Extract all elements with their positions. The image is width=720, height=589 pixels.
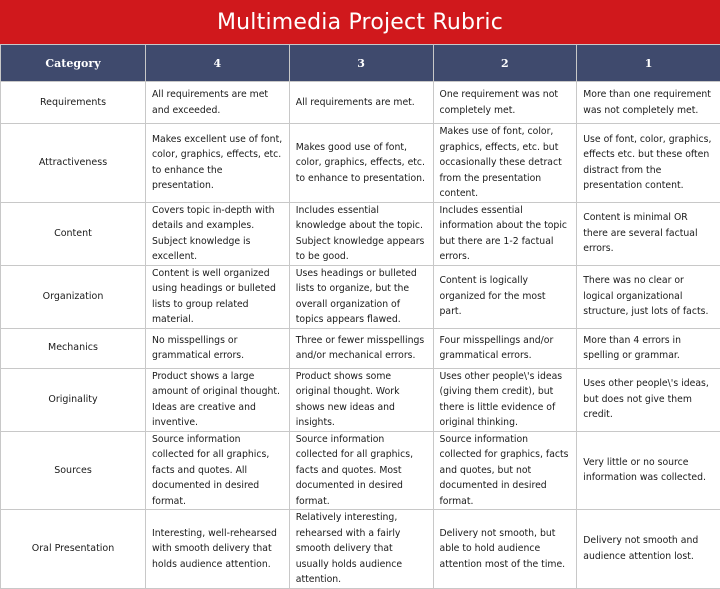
table-cell: Source information collected for all graphics, facts and quotes. Most documented in desired format. xyxy=(289,431,433,510)
category-cell: Oral Presentation xyxy=(1,510,146,589)
table-cell: Four misspellings and/or grammatical errors. xyxy=(433,328,577,368)
table-cell: Product shows a large amount of original thought. Ideas are creative and inventive. xyxy=(146,368,290,431)
page-title: Multimedia Project Rubric xyxy=(0,0,720,44)
table-cell: Content is well organized using headings or bulleted lists to group related material. xyxy=(146,265,290,328)
table-cell: Covers topic in-depth with details and examples. Subject knowledge is excellent. xyxy=(146,202,290,265)
table-cell: All requirements are met. xyxy=(289,82,433,124)
table-row xyxy=(1,124,720,203)
category-cell: Mechanics xyxy=(1,328,146,368)
table-cell: Includes essential knowledge about the topic. Subject knowledge appears to be good. xyxy=(289,202,433,265)
table-cell: Product shows some original thought. Work shows new ideas and insights. xyxy=(289,368,433,431)
rubric-table xyxy=(0,44,720,589)
table-cell: Interesting, well-rehearsed with smooth delivery that holds audience attention. xyxy=(146,510,290,589)
table-row xyxy=(1,510,720,589)
table-cell: Delivery not smooth and audience attention lost. xyxy=(577,510,720,589)
table-cell: Content is minimal OR there are several factual errors. xyxy=(577,202,720,265)
table-cell: More than 4 errors in spelling or grammar. xyxy=(577,328,720,368)
table-cell: No misspellings or grammatical errors. xyxy=(146,328,290,368)
table-cell: Uses other people\'s ideas (giving them credit), but there is little evidence of original thinking. xyxy=(433,368,577,431)
table-cell: Includes essential information about the topic but there are 1-2 factual errors. xyxy=(433,202,577,265)
table-cell: Source information collected for all graphics, facts and quotes. All documented in desired format. xyxy=(146,431,290,510)
category-cell: Originality xyxy=(1,368,146,431)
table-cell: Three or fewer misspellings and/or mechanical errors. xyxy=(289,328,433,368)
table-row xyxy=(1,202,720,265)
table-cell: Uses other people\'s ideas, but does not give them credit. xyxy=(577,368,720,431)
table-cell: Makes use of font, color, graphics, effects, etc. but occasionally these detract from the presentation content. xyxy=(433,124,577,203)
category-cell: Content xyxy=(1,202,146,265)
category-cell: Attractiveness xyxy=(1,124,146,203)
category-cell: Sources xyxy=(1,431,146,510)
table-cell: One requirement was not completely met. xyxy=(433,82,577,124)
header-score-1: 1 xyxy=(577,45,720,82)
table-cell: Use of font, color, graphics, effects etc. but these often distract from the presentation content. xyxy=(577,124,720,203)
table-cell: Uses headings or bulleted lists to organize, but the overall organization of topics appears flawed. xyxy=(289,265,433,328)
table-row xyxy=(1,328,720,368)
table-row xyxy=(1,265,720,328)
header-row xyxy=(1,45,720,82)
header-category: Category xyxy=(1,45,146,82)
table-cell: Makes good use of font, color, graphics, effects, etc. to enhance to presentation. xyxy=(289,124,433,203)
table-row xyxy=(1,431,720,510)
category-cell: Requirements xyxy=(1,82,146,124)
category-cell: Organization xyxy=(1,265,146,328)
table-cell: There was no clear or logical organizational structure, just lots of facts. xyxy=(577,265,720,328)
table-cell: More than one requirement was not completely met. xyxy=(577,82,720,124)
header-score-2: 2 xyxy=(433,45,577,82)
table-row xyxy=(1,82,720,124)
header-score-3: 3 xyxy=(289,45,433,82)
table-cell: Makes excellent use of font, color, graphics, effects, etc. to enhance the presentation. xyxy=(146,124,290,203)
table-cell: Delivery not smooth, but able to hold audience attention most of the time. xyxy=(433,510,577,589)
table-row xyxy=(1,368,720,431)
table-cell: Content is logically organized for the most part. xyxy=(433,265,577,328)
header-score-4: 4 xyxy=(146,45,290,82)
table-cell: All requirements are met and exceeded. xyxy=(146,82,290,124)
table-cell: Source information collected for graphics, facts and quotes, but not documented in desired format. xyxy=(433,431,577,510)
table-cell: Relatively interesting, rehearsed with a fairly smooth delivery that usually holds audience attention. xyxy=(289,510,433,589)
table-cell: Very little or no source information was collected. xyxy=(577,431,720,510)
